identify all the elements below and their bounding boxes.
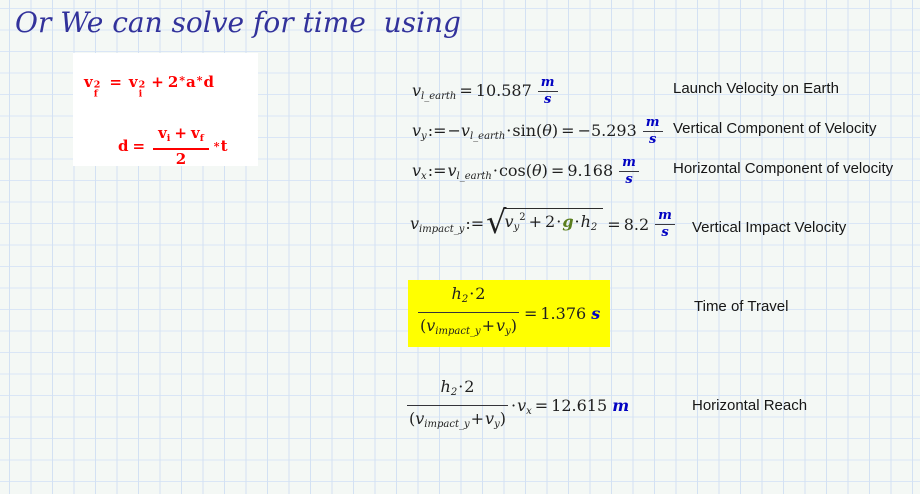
unit-numerator: m [540,75,555,90]
fraction [407,378,508,434]
fraction-numerator [450,285,488,312]
math-region-time-of-travel[interactable] [408,280,610,347]
var: v [496,316,506,335]
subscript: y [421,131,427,142]
subscript: impact_y [435,326,481,337]
number: 2 [167,73,179,91]
asterisk-operator: * [196,74,203,87]
subscript: 2 [590,222,598,233]
var: a [186,73,196,91]
theta: θ [532,161,542,180]
assign-operator: := [427,161,447,180]
subscript: y [505,326,511,337]
dot-operator: · [469,284,475,303]
asterisk-operator: * [213,139,220,153]
plus-sign: + [174,124,187,142]
subscript: f [93,88,98,99]
equation-result [521,304,600,323]
red-equation-kinematics-2[interactable] [118,125,228,167]
subscript: l_earth [456,171,492,182]
math-region-horizontal-component[interactable] [412,156,639,187]
equation-result [604,215,649,234]
value: −5.293 [577,121,637,140]
subscript: l_earth [469,131,506,142]
unit-numerator: m [658,207,672,223]
plus-sign: + [151,73,164,91]
sup-sub-stack [138,79,146,99]
subscript: f [199,133,204,144]
label-launch-velocity[interactable]: Launch Velocity on Earth [673,80,839,97]
gravity-constant: g [562,212,574,231]
var: v [415,409,425,428]
minus-sign: − [447,121,461,140]
equals-sign: = [561,121,575,140]
label-vertical-component[interactable]: Vertical Component of Velocity [673,120,877,137]
fraction-numerator [439,378,477,405]
theta: θ [542,121,552,140]
subscript: x [421,171,427,182]
var: v [190,124,200,142]
value: 8.2 [623,214,650,234]
fraction-numerator [153,125,209,148]
left-paren: ( [536,121,543,140]
left-paren: ( [525,161,533,180]
equation-tokens [412,161,613,182]
dot-operator: · [458,377,464,396]
value: 12.615 [551,395,608,415]
equals-sign: = [607,214,621,234]
var: v [426,316,436,335]
dot-operator: · [574,212,580,231]
equals-sign: = [534,395,549,415]
superscript: 2 [93,79,101,91]
equation-tokens [412,81,532,102]
math-region-vertical-component[interactable] [412,116,663,147]
unit-numerator: m [622,155,636,170]
var: v [485,409,495,428]
var: v [447,161,457,180]
value: 10.587 [475,81,532,100]
right-paren: ) [551,121,559,140]
plus-sign: + [481,316,496,335]
page-title[interactable]: Or We can solve for time using [15,6,461,39]
right-paren: ) [499,409,506,428]
subscript: y [494,419,500,430]
var: v [504,212,514,231]
subscript: l_earth [421,91,457,102]
fraction-denominator [407,405,508,434]
unit-denominator: s [619,171,639,187]
assign-operator: := [465,213,485,233]
var: h [440,377,451,396]
unit: s [591,303,601,323]
fraction [418,285,519,341]
left-paren: ( [420,316,427,335]
subscript: i [138,88,143,99]
dot-operator: · [506,121,512,140]
var: h [580,212,591,231]
label-horizontal-component[interactable]: Horizontal Component of velocity [673,160,894,177]
function-name: cos [498,161,526,180]
var: d [118,137,129,155]
red-equation-kinematics-1[interactable] [84,73,214,98]
math-region-vertical-impact[interactable] [410,203,675,241]
equation-tokens [84,73,214,98]
subscript: i [166,133,171,144]
subscript: impact_y [424,419,470,430]
unit-denominator: s [643,131,663,147]
left-paren: ( [409,409,416,428]
var: v [410,213,420,233]
fraction [153,125,209,167]
var: d [203,73,215,91]
label-vertical-impact[interactable]: Vertical Impact Velocity [692,219,847,236]
unit-numerator: m [645,115,660,130]
number: 2 [545,212,556,231]
equation-tokens [410,214,485,235]
plus-sign: + [528,212,543,231]
unit-fraction [619,156,639,187]
var: v [84,73,93,91]
number: 2 [475,284,486,303]
right-paren: ) [510,316,517,335]
equals-sign: = [132,137,146,155]
square-root [486,203,603,241]
label-horizontal-reach[interactable]: Horizontal Reach [692,397,808,414]
number: 2 [464,377,475,396]
dot-operator: · [510,395,517,415]
subscript: impact_y [419,223,465,235]
subscript: y [513,222,520,233]
dot-operator: · [492,161,498,180]
plus-sign: + [470,409,485,428]
var: v [412,81,422,100]
unit: m [612,395,630,415]
equation-result [510,396,629,417]
equals-sign: = [523,303,538,323]
var: v [412,121,422,140]
equation-tokens [412,121,637,142]
unit-denominator: s [538,91,558,107]
assign-operator: := [427,121,447,140]
equals-sign: = [109,73,122,91]
var: t [220,137,228,155]
fraction-denominator [418,312,519,341]
right-paren: ) [541,161,548,180]
var: h [451,284,462,303]
subscript: x [526,405,532,417]
subscript: 2 [450,387,458,398]
var: v [460,121,470,140]
label-time-of-travel[interactable]: Time of Travel [694,298,789,315]
equals-sign: = [550,161,565,180]
dot-operator: · [556,212,562,231]
var: v [517,395,527,415]
radicand [503,208,604,233]
unit-fraction [538,76,558,107]
value: 1.376 [540,303,587,323]
superscript: 2 [138,79,146,91]
unit-fraction [643,116,663,147]
var: v [128,73,138,91]
function-name: sin [512,121,537,140]
var: v [158,124,167,142]
subscript: 2 [461,294,469,305]
radical-sign: √ [486,203,507,241]
unit-fraction [655,209,675,240]
unit-denominator: s [655,224,675,240]
asterisk-operator: * [179,74,186,87]
math-region-launch-velocity[interactable] [412,76,558,107]
var: v [412,161,422,180]
fraction-denominator: 2 [153,148,209,167]
equals-sign: = [459,81,473,100]
value: 9.168 [567,161,614,180]
superscript: 2 [519,212,526,223]
math-region-horizontal-reach[interactable] [407,378,629,434]
sup-sub-stack [93,79,101,99]
